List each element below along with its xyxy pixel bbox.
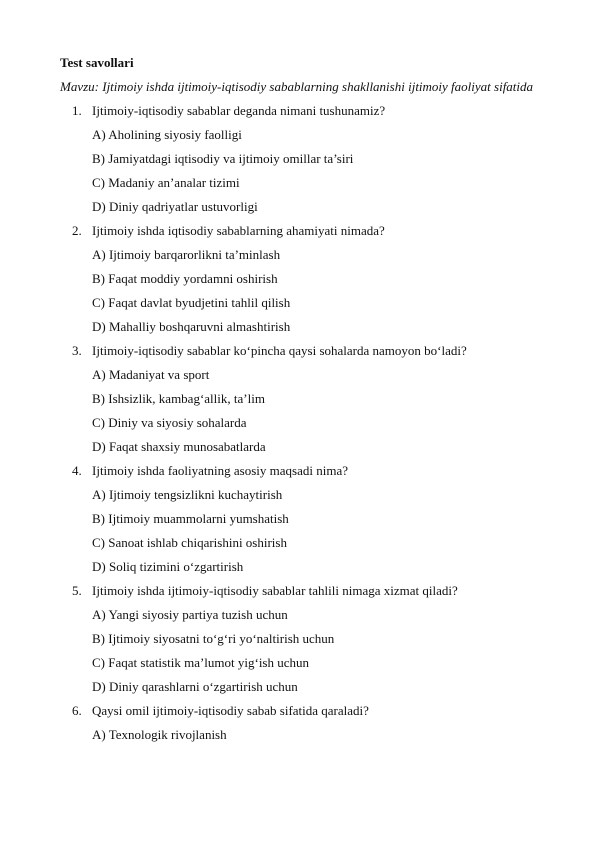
answer-option: B) Ijtimoiy siyosatni to‘g‘ri yo‘naltirish uchun — [92, 631, 335, 646]
answer-option: D) Mahalliy boshqaruvni almashtirish — [92, 319, 291, 334]
answer-option: C) Faqat davlat byudjetini tahlil qilish — [92, 295, 291, 310]
question-item — [60, 459, 596, 579]
question-item — [60, 219, 596, 339]
question-row — [60, 459, 596, 483]
question-item — [60, 579, 596, 699]
question-number: 2. — [72, 223, 82, 238]
answer-option: C) Sanoat ishlab chiqarishini oshirish — [92, 535, 287, 550]
question-text: Ijtimoiy ishda iqtisodiy sabablarning ahamiyati nimada? — [92, 223, 385, 238]
question-text: Ijtimoiy ishda faoliyatning asosiy maqsadi nima? — [92, 463, 348, 478]
question-number: 3. — [72, 343, 82, 358]
answer-option: B) Jamiyatdagi iqtisodiy va ijtimoiy omillar ta’siri — [92, 151, 354, 166]
question-item — [60, 699, 596, 747]
answer-option: C) Faqat statistik ma’lumot yig‘ish uchun — [92, 655, 310, 670]
question-text: Ijtimoiy-iqtisodiy sabablar ko‘pincha qaysi sohalarda namoyon bo‘ladi? — [92, 343, 467, 358]
answer-option: A) Yangi siyosiy partiya tuzish uchun — [92, 607, 288, 622]
answer-option: A) Aholining siyosiy faolligi — [92, 127, 242, 142]
question-number: 1. — [72, 103, 82, 118]
topic: Mavzu: Ijtimoiy ishda ijtimoiy-iqtisodiy sabablarning shakllanishi ijtimoiy faoliyat sifatida — [60, 79, 534, 94]
question-row — [60, 339, 596, 363]
question-text: Ijtimoiy ishda ijtimoiy-iqtisodiy sabablar tahlili nimaga xizmat qiladi? — [92, 583, 458, 598]
question-row — [60, 579, 596, 603]
question-row — [60, 99, 596, 123]
question-list — [60, 99, 596, 747]
answer-option: B) Faqat moddiy yordamni oshirish — [92, 271, 278, 286]
question-item — [60, 99, 596, 219]
question-text: Ijtimoiy-iqtisodiy sabablar deganda nimani tushunamiz? — [92, 103, 386, 118]
answer-option: D) Soliq tizimini o‘zgartirish — [92, 559, 244, 574]
question-number: 4. — [72, 463, 82, 478]
question-row — [60, 699, 596, 723]
question-row — [60, 219, 596, 243]
answer-option: A) Texnologik rivojlanish — [92, 727, 227, 742]
answer-option: A) Ijtimoiy tengsizlikni kuchaytirish — [92, 487, 283, 502]
answer-option: C) Madaniy an’analar tizimi — [92, 175, 240, 190]
answer-option: B) Ishsizlik, kambag‘allik, ta’lim — [92, 391, 265, 406]
question-number: 5. — [72, 583, 82, 598]
heading: Test savollari — [60, 55, 134, 70]
question-number: 6. — [72, 703, 82, 718]
answer-option: A) Madaniyat va sport — [92, 367, 210, 382]
answer-option: D) Diniy qarashlarni o‘zgartirish uchun — [92, 679, 298, 694]
answer-option: D) Faqat shaxsiy munosabatlarda — [92, 439, 266, 454]
answer-option: C) Diniy va siyosiy sohalarda — [92, 415, 247, 430]
answer-option: A) Ijtimoiy barqarorlikni ta’minlash — [92, 247, 281, 262]
question-item — [60, 339, 596, 459]
answer-option: B) Ijtimoiy muammolarni yumshatish — [92, 511, 289, 526]
question-text: Qaysi omil ijtimoiy-iqtisodiy sabab sifatida qaraladi? — [92, 703, 369, 718]
answer-option: D) Diniy qadriyatlar ustuvorligi — [92, 199, 258, 214]
